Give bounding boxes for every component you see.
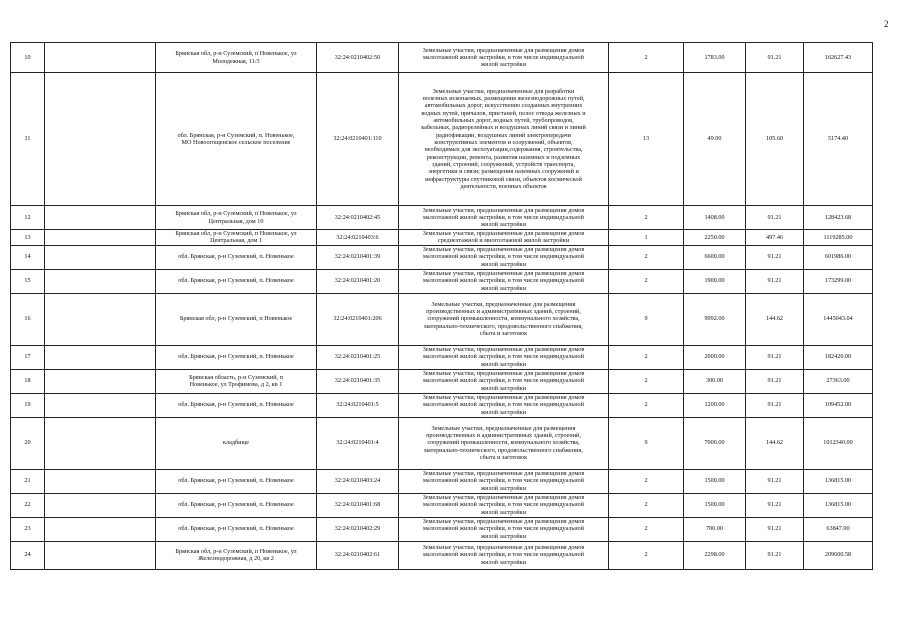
group-number-cell: 9 xyxy=(609,293,684,345)
specific-value-cell: 91.21 xyxy=(746,493,804,517)
specific-value-cell: 144.62 xyxy=(746,417,804,469)
cadastral-number-cell: 32:24:0210402:50 xyxy=(317,43,399,73)
row-number: 23 xyxy=(11,517,45,541)
address-cell: кладбище xyxy=(156,417,317,469)
specific-value-cell: 91.21 xyxy=(746,43,804,73)
cadastral-value-cell: 1119285.00 xyxy=(804,230,873,246)
cadastral-value-cell: 601986.00 xyxy=(804,245,873,269)
empty-cell xyxy=(45,541,156,569)
group-number-cell: 2 xyxy=(609,541,684,569)
cadastral-value-cell: 182420.00 xyxy=(804,345,873,369)
table-row xyxy=(11,43,873,73)
row-number: 12 xyxy=(11,206,45,230)
area-cell: 6600.00 xyxy=(684,245,746,269)
row-number: 15 xyxy=(11,269,45,293)
group-number-cell: 2 xyxy=(609,206,684,230)
cadastral-value-table xyxy=(10,42,873,570)
specific-value-cell: 105.60 xyxy=(746,73,804,206)
table-row xyxy=(11,206,873,230)
cadastral-number-cell: 32:24:0210402:45 xyxy=(317,206,399,230)
specific-value-cell: 91.21 xyxy=(746,393,804,417)
empty-cell xyxy=(45,206,156,230)
cadastral-number-cell: 32:24:0210401:5 xyxy=(317,393,399,417)
address-cell: Брянская обл, р-н Суземский, п Новенькое, ул Центральная, дом 1 xyxy=(156,230,317,246)
area-cell: 1500.00 xyxy=(684,493,746,517)
empty-cell xyxy=(45,393,156,417)
cadastral-value-cell: 136815.00 xyxy=(804,469,873,493)
cadastral-value-cell: 1012340.00 xyxy=(804,417,873,469)
cadastral-value-cell: 136815.00 xyxy=(804,493,873,517)
row-number: 21 xyxy=(11,469,45,493)
land-use-cell: Земельные участки, предназначенные для размещения домов малоэтажной жилой застройки, в том числе индивидуальной жилой застройки xyxy=(399,393,609,417)
table-row xyxy=(11,417,873,469)
land-use-cell: Земельные участки, предназначенные для размещения производственных и административных зданий, строений, сооружений промышленности, коммунального хозяйства, материально-технического, продовольственного снабжения, сбыта и заготовок xyxy=(399,293,609,345)
land-use-cell: Земельные участки, предназначенные для размещения домов малоэтажной жилой застройки, в том числе индивидуальной жилой застройки xyxy=(399,369,609,393)
cadastral-value-cell: 173299.00 xyxy=(804,269,873,293)
cadastral-number-cell: 32:24:0210402:29 xyxy=(317,517,399,541)
table-row xyxy=(11,541,873,569)
row-number: 11 xyxy=(11,73,45,206)
group-number-cell: 2 xyxy=(609,269,684,293)
cadastral-value-cell: 109452.00 xyxy=(804,393,873,417)
cadastral-number-cell: 32:24:0210401:110 xyxy=(317,73,399,206)
cadastral-value-cell: 128423.68 xyxy=(804,206,873,230)
specific-value-cell: 91.21 xyxy=(746,541,804,569)
group-number-cell: 2 xyxy=(609,369,684,393)
specific-value-cell: 91.21 xyxy=(746,345,804,369)
table-row xyxy=(11,73,873,206)
area-cell: 700.00 xyxy=(684,517,746,541)
empty-cell xyxy=(45,493,156,517)
area-cell: 300.00 xyxy=(684,369,746,393)
cadastral-number-cell: 32:24:0210401:20 xyxy=(317,269,399,293)
table-row xyxy=(11,369,873,393)
empty-cell xyxy=(45,369,156,393)
empty-cell xyxy=(45,293,156,345)
address-cell: Брянская обл, р-н Суземский, п Новенькое, ул Железнодорожная, д 20, кв 2 xyxy=(156,541,317,569)
cadastral-value-cell: 1445043.04 xyxy=(804,293,873,345)
specific-value-cell: 91.21 xyxy=(746,369,804,393)
cadastral-value-cell: 63847.00 xyxy=(804,517,873,541)
land-use-cell: Земельные участки, предназначенные для размещения домов малоэтажной жилой застройки, в том числе индивидуальной жилой застройки xyxy=(399,245,609,269)
row-number: 16 xyxy=(11,293,45,345)
cadastral-number-cell: 32:24:0210403:24 xyxy=(317,469,399,493)
empty-cell xyxy=(45,469,156,493)
group-number-cell: 13 xyxy=(609,73,684,206)
cadastral-number-cell: 32:24:0210401:206 xyxy=(317,293,399,345)
address-cell: обл. Брянская, р-н Суземский, п. Новенькое xyxy=(156,393,317,417)
row-number: 22 xyxy=(11,493,45,517)
row-number: 10 xyxy=(11,43,45,73)
area-cell: 1200.00 xyxy=(684,393,746,417)
address-cell: обл. Брянская, р-н Суземский, п. Новенькое xyxy=(156,345,317,369)
area-cell: 9992.00 xyxy=(684,293,746,345)
area-cell: 49.00 xyxy=(684,73,746,206)
address-cell: обл. Брянская, р-н Суземский, п. Новенькое xyxy=(156,493,317,517)
land-use-cell: Земельные участки, предназначенные для размещения домов малоэтажной жилой застройки, в том числе индивидуальной жилой застройки xyxy=(399,493,609,517)
table-row xyxy=(11,245,873,269)
cadastral-number-cell: 32:24:0210401:35 xyxy=(317,369,399,393)
empty-cell xyxy=(45,245,156,269)
land-use-cell: Земельные участки, предназначенные для размещения домов малоэтажной жилой застройки, в том числе индивидуальной жилой застройки xyxy=(399,43,609,73)
land-use-cell: Земельные участки, предназначенные для размещения домов малоэтажной жилой застройки, в том числе индивидуальной жилой застройки xyxy=(399,517,609,541)
specific-value-cell: 497.46 xyxy=(746,230,804,246)
empty-cell xyxy=(45,43,156,73)
row-number: 17 xyxy=(11,345,45,369)
land-use-cell: Земельные участки, предназначенные для размещения производственных и административных зданий, строений, сооружений промышленности, коммунального хозяйства, материально-технического, продовольственного снабжения, сбыта и заготовок xyxy=(399,417,609,469)
group-number-cell: 2 xyxy=(609,517,684,541)
land-use-cell: Земельные участки, предназначенные для разработки полезных ископаемых, размещения железнодорожных путей, автомобильных дорог, искусственно созданных внутренних водных путей, причалов, пристаней, полос отвода железных и автомобильных дорог, водных путей, трубопроводов, кабельных, радиорелейных и воздушных линий связи и линий радиофикации, воздушных линий электропередачи конструктивных элементов и сооружений, объектов, необходимых для эксплуатации,содержания, строительства, реконструкции, ремонта, развития наземных и подземных зданий, строений, сооружений, устройств транспорта, энергетики и связи; размещения наземных сооружений и инфраструктуры спутниковой связи, объектов космической деятельности, военных объектов xyxy=(399,73,609,206)
specific-value-cell: 144.62 xyxy=(746,293,804,345)
row-number: 14 xyxy=(11,245,45,269)
row-number: 13 xyxy=(11,230,45,246)
cadastral-number-cell: 32:24:0210403:6 xyxy=(317,230,399,246)
group-number-cell: 2 xyxy=(609,245,684,269)
empty-cell xyxy=(45,269,156,293)
address-cell: Брянская обл, р-н Суземский, п Новенькое, ул Центральная, дом 10 xyxy=(156,206,317,230)
cadastral-number-cell: 32:24:0210402:61 xyxy=(317,541,399,569)
land-use-cell: Земельные участки, предназначенные для размещения домов малоэтажной жилой застройки, в том числе индивидуальной жилой застройки xyxy=(399,345,609,369)
area-cell: 1500.00 xyxy=(684,469,746,493)
group-number-cell: 2 xyxy=(609,43,684,73)
empty-cell xyxy=(45,73,156,206)
page-number: 2 xyxy=(884,19,889,29)
table-row xyxy=(11,230,873,246)
row-number: 18 xyxy=(11,369,45,393)
cadastral-number-cell: 32:24:0210401:39 xyxy=(317,245,399,269)
cadastral-number-cell: 32:24:0210401:4 xyxy=(317,417,399,469)
group-number-cell: 2 xyxy=(609,493,684,517)
area-cell: 1408.00 xyxy=(684,206,746,230)
area-cell: 7000.00 xyxy=(684,417,746,469)
cadastral-value-cell: 5174.40 xyxy=(804,73,873,206)
row-number: 24 xyxy=(11,541,45,569)
cadastral-number-cell: 32:24:0210401:25 xyxy=(317,345,399,369)
area-cell: 2000.00 xyxy=(684,345,746,369)
address-cell: обл. Брянская, р-н Суземский, п. Новенькое xyxy=(156,269,317,293)
address-cell: обл. Брянская, р-н Суземский, п. Новенькое xyxy=(156,469,317,493)
address-cell: Брянская область, р-н Суземский, п Новенькое, ул Трофимова, д 2, кв 1 xyxy=(156,369,317,393)
empty-cell xyxy=(45,230,156,246)
group-number-cell: 2 xyxy=(609,345,684,369)
group-number-cell: 1 xyxy=(609,230,684,246)
area-cell: 1783.00 xyxy=(684,43,746,73)
table-row xyxy=(11,269,873,293)
land-use-cell: Земельные участки, предназначенные для размещения домов малоэтажной жилой застройки, в том числе индивидуальной жилой застройки xyxy=(399,206,609,230)
cadastral-value-cell: 209600.58 xyxy=(804,541,873,569)
address-cell: Брянская обл, р-н Суземский, п Новенькое xyxy=(156,293,317,345)
table-row xyxy=(11,517,873,541)
address-cell: обл. Брянская, р-н Суземский, п. Новенькое xyxy=(156,245,317,269)
land-use-cell: Земельные участки, предназначенные для размещения домов среднеэтажной и многоэтажной жилой застройки xyxy=(399,230,609,246)
address-cell: Брянская обл, р-н Суземский, п Новенькое, ул Молодежная, 11/3 xyxy=(156,43,317,73)
table-row xyxy=(11,345,873,369)
row-number: 19 xyxy=(11,393,45,417)
address-cell: обл. Брянская, р-н Суземский, п. Новенькое xyxy=(156,517,317,541)
specific-value-cell: 91.21 xyxy=(746,469,804,493)
table-row xyxy=(11,469,873,493)
area-cell: 2250.00 xyxy=(684,230,746,246)
area-cell: 2298.00 xyxy=(684,541,746,569)
row-number: 20 xyxy=(11,417,45,469)
cadastral-number-cell: 32:24:0210401:68 xyxy=(317,493,399,517)
empty-cell xyxy=(45,517,156,541)
address-cell: обл. Брянская, р-н Суземский, п. Новенькое, МО Новоогощенское сельское поселение xyxy=(156,73,317,206)
specific-value-cell: 91.21 xyxy=(746,517,804,541)
cadastral-value-cell: 162627.43 xyxy=(804,43,873,73)
specific-value-cell: 91.21 xyxy=(746,245,804,269)
table-row xyxy=(11,293,873,345)
group-number-cell: 2 xyxy=(609,393,684,417)
table-row xyxy=(11,493,873,517)
empty-cell xyxy=(45,345,156,369)
specific-value-cell: 91.21 xyxy=(746,206,804,230)
cadastral-value-cell: 27363.00 xyxy=(804,369,873,393)
land-use-cell: Земельные участки, предназначенные для размещения домов малоэтажной жилой застройки, в том числе индивидуальной жилой застройки xyxy=(399,469,609,493)
group-number-cell: 2 xyxy=(609,469,684,493)
specific-value-cell: 91.21 xyxy=(746,269,804,293)
area-cell: 1900.00 xyxy=(684,269,746,293)
table-row xyxy=(11,393,873,417)
empty-cell xyxy=(45,417,156,469)
land-use-cell: Земельные участки, предназначенные для размещения домов малоэтажной жилой застройки, в том числе индивидуальной жилой застройки xyxy=(399,541,609,569)
group-number-cell: 9 xyxy=(609,417,684,469)
land-use-cell: Земельные участки, предназначенные для размещения домов малоэтажной жилой застройки, в том числе индивидуальной жилой застройки xyxy=(399,269,609,293)
